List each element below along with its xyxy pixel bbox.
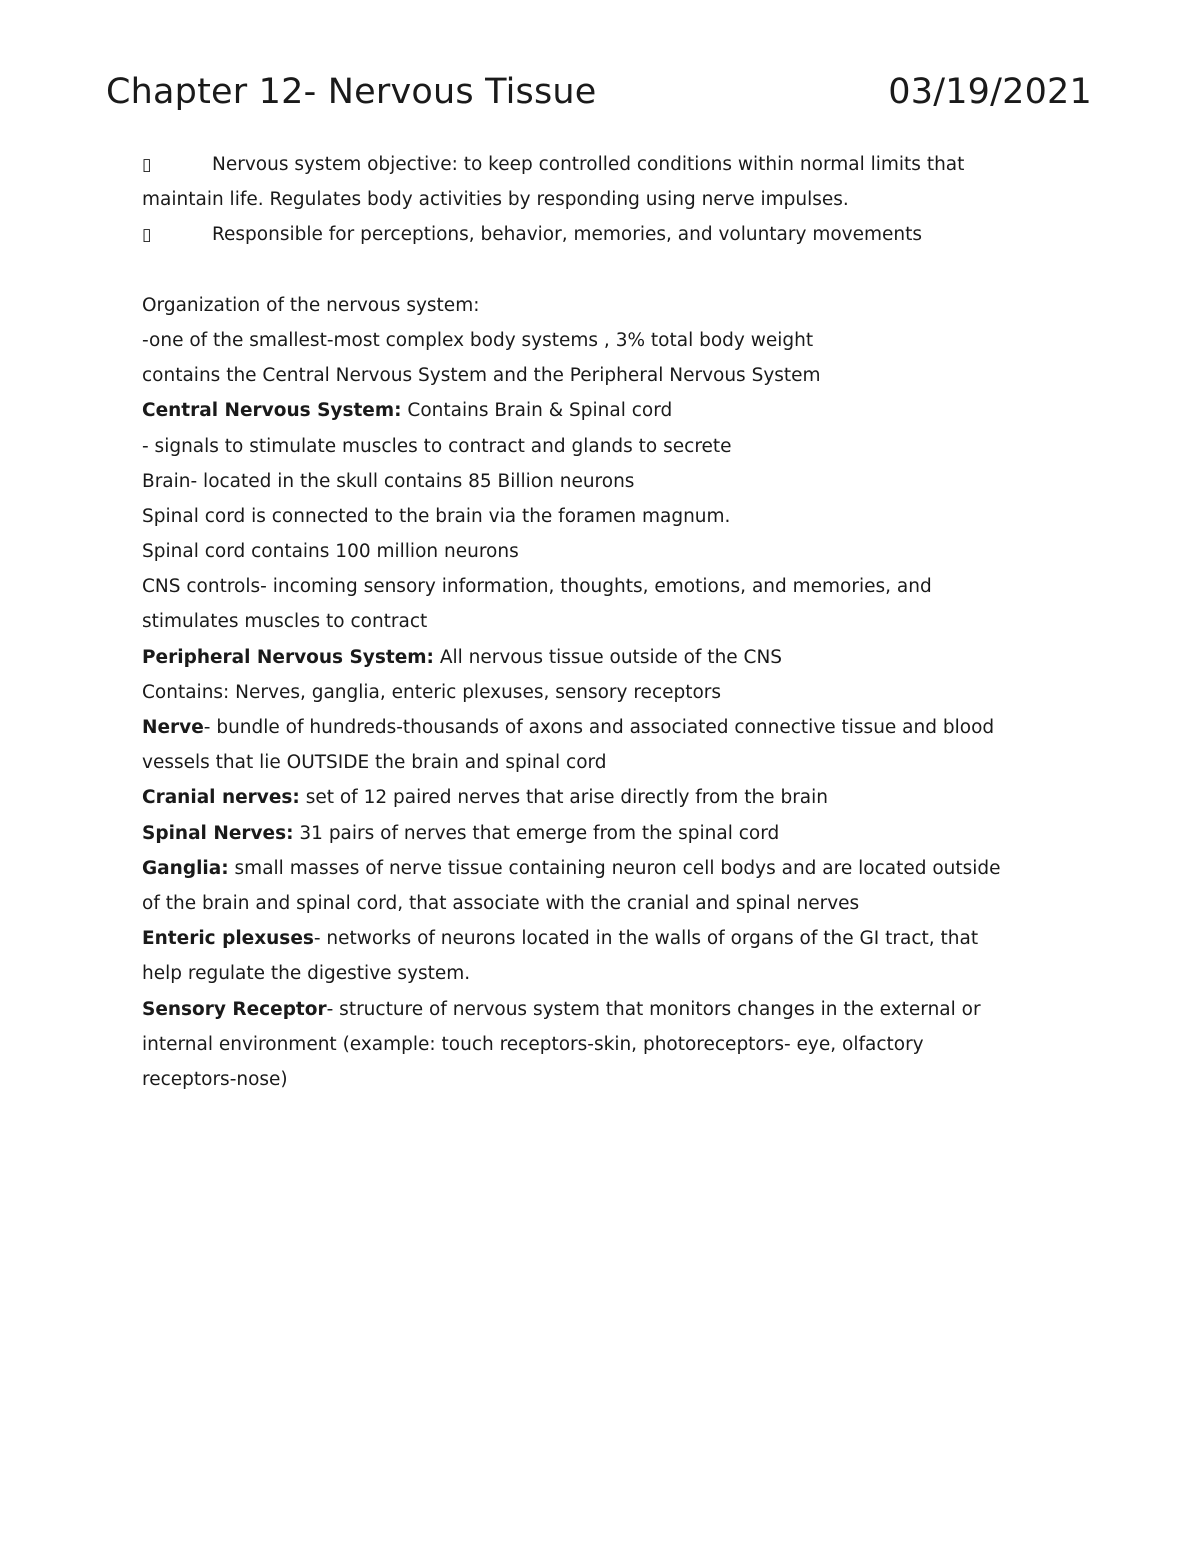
- term: Spinal Nerves:: [142, 822, 294, 844]
- definition-cns: Central Nervous System: Contains Brain & Spinal cord: [142, 400, 673, 422]
- bullet-icon: ▯: [142, 155, 152, 175]
- page-title: Chapter 12- Nervous Tissue: [106, 72, 597, 112]
- note-line: help regulate the digestive system.: [142, 963, 471, 985]
- definition-nerve: Nerve- bundle of hundreds-thousands of axons and associated connective tissue and blood: [142, 717, 995, 738]
- term: Ganglia:: [142, 857, 229, 879]
- note-line: receptors-nose): [142, 1068, 288, 1090]
- note-line: stimulates muscles to contract: [142, 611, 428, 633]
- note-line: Contains: Nerves, ganglia, enteric plexuses, sensory receptors: [142, 681, 722, 703]
- note-line: Spinal cord contains 100 million neurons: [142, 541, 519, 563]
- section-heading: Organization of the nervous system:: [142, 294, 480, 316]
- note-line: Spinal cord is connected to the brain via the foramen magnum.: [142, 505, 731, 527]
- term: Nerve: [142, 717, 204, 738]
- term: Enteric plexuses: [142, 928, 314, 950]
- definition-cranial: Cranial nerves: set of 12 paired nerves that arise directly from the brain: [142, 787, 828, 809]
- note-line: contains the Central Nervous System and the Peripheral Nervous System: [142, 365, 821, 387]
- note-line: Brain- located in the skull contains 85 Billion neurons: [142, 470, 635, 492]
- note-line: - signals to stimulate muscles to contract and glands to secrete: [142, 435, 732, 457]
- term: Central Nervous System:: [142, 400, 402, 422]
- note-line: of the brain and spinal cord, that associate with the cranial and spinal nerves: [142, 892, 860, 914]
- definition-spinal: Spinal Nerves: 31 pairs of nerves that emerge from the spinal cord: [142, 822, 780, 844]
- page-date: 03/19/2021: [888, 72, 1092, 112]
- definition-enteric: Enteric plexuses- networks of neurons located in the walls of organs of the GI tract, that: [142, 928, 979, 950]
- note-line: vessels that lie OUTSIDE the brain and spinal cord: [142, 752, 607, 774]
- bullet-continuation: maintain life. Regulates body activities by responding using nerve impulses.: [142, 189, 849, 211]
- bullet-item: ▯ Nervous system objective: to keep controlled conditions within normal limits that: [142, 147, 1072, 182]
- bullet-icon: ▯: [142, 225, 152, 246]
- term: Sensory Receptor: [142, 998, 327, 1020]
- definition-sensory: Sensory Receptor- structure of nervous system that monitors changes in the external or: [142, 998, 981, 1020]
- note-line: internal environment (example: touch receptors-skin, photoreceptors- eye, olfactory: [142, 1033, 924, 1055]
- bullet-item: ▯ Responsible for perceptions, behavior, memories, and voluntary movements: [142, 217, 1072, 252]
- notes-body: [142, 147, 1072, 1097]
- definition-pns: Peripheral Nervous System: All nervous tissue outside of the CNS: [142, 646, 783, 668]
- term: Cranial nerves:: [142, 787, 300, 809]
- term: Peripheral Nervous System:: [142, 646, 434, 668]
- definition-ganglia: Ganglia: small masses of nerve tissue containing neuron cell bodys and are located outside: [142, 857, 1001, 879]
- note-line: -one of the smallest-most complex body systems , 3% total body weight: [142, 329, 814, 351]
- note-line: CNS controls- incoming sensory information, thoughts, emotions, and memories, and: [142, 576, 932, 598]
- spacer: [142, 253, 1072, 288]
